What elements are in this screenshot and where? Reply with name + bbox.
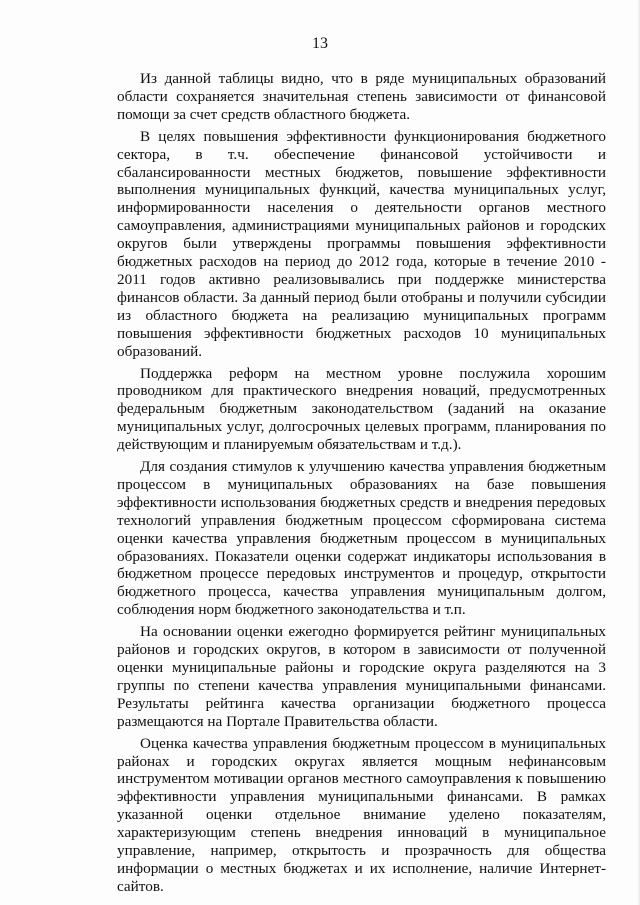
page-number: 13: [312, 35, 328, 52]
paragraph-reform-support: Поддержка реформ на местном уровне послужила хорошим проводником для практического внедрения новаций, предусмотренных федеральным бюджетным законодательством (заданий на оказание муниципальных услуг, долгосрочных целевых программ, планирования по действующим и планируемым обязательствам и т.д.).: [117, 364, 606, 454]
paragraph-quality-assessment: Для создания стимулов к улучшению качества управления бюджетным процессом в муниципальных образованиях на базе повышения эффективности использования бюджетных средств и внедрения передовых технологий управления бюджетным процессом сформирована система оценки качества управления бюджетным процессом в муниципальных образованиях. Показатели оценки содержат индикаторы использования в бюджетном процессе передовых инструментов и процедур, открытости бюджетного процесса, качества управления муниципальным долгом, соблюдения норм бюджетного законодательства и т.п.: [117, 458, 606, 619]
paragraph-efficiency-programs: В целях повышения эффективности функционирования бюджетного сектора, в т.ч. обеспечение финансовой устойчивости и сбалансированности местных бюджетов, повышение эффективности выполнения муниципальных функций, качества муниципальных услуг, информированности населения о деятельности органов местного самоуправления, администрациями муниципальных районов и городских округов были утверждены программы повышения эффективности бюджетных расходов на период до 2012 года, которые в течение 2010 - 2011 годов активно реализовывались при поддержке министерства финансов области. За данный период были отобраны и получили субсидии из областного бюджета на реализацию муниципальных программ повышения эффективности бюджетных расходов 10 муниципальных образований.: [117, 127, 606, 360]
body-text: [117, 70, 606, 900]
paragraph-rating: На основании оценки ежегодно формируется рейтинг муниципальных районов и городских округов, в котором в зависимости от полученной оценки муниципальные районы и городские округа разделяются на 3 группы по степени качества управления муниципальными финансами. Результаты рейтинга качества организации бюджетного процесса размещаются на Портале Правительства области.: [117, 623, 606, 730]
paragraph-dependency-summary: Из данной таблицы видно, что в ряде муниципальных образований области сохраняется значительная степень зависимости от финансовой помощи за счет средств областного бюджета.: [117, 70, 606, 123]
paragraph-motivation-tool: Оценка качества управления бюджетным процессом в муниципальных районах и городских округах является мощным нефинансовым инструментом мотивации органов местного самоуправления к повышению эффективности управления муниципальными финансами. В рамках указанной оценки отдельное внимание уделено показателям, характеризующим степень внедрения инноваций в муниципальное управление, например, открытость и прозрачность для общества информации о местных бюджетах и их исполнение, наличие Интернет-сайтов.: [117, 734, 606, 895]
